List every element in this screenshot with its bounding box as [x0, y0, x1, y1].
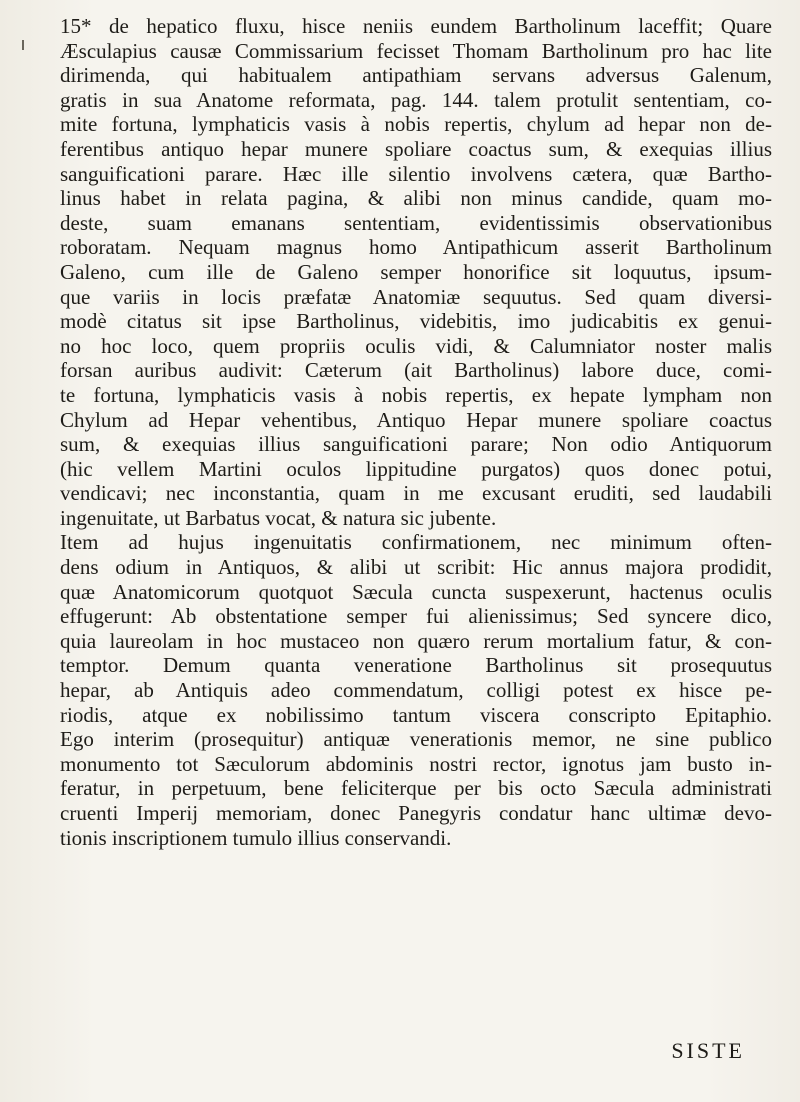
text-line: que variis in locis præfatæ Anatomiæ sequutus. Sed quam diversi- — [60, 284, 772, 309]
text-line: quæ Anatomicorum quotquot Sæcula cuncta suspexerunt, hactenus oculis — [60, 579, 772, 604]
text-line: Item ad hujus ingenuitatis confirmationem, nec minimum often- — [60, 530, 772, 555]
text-line: 15* de hepatico fluxu, hisce neniis eundem Bartholinum laceffit; Quare — [60, 14, 772, 38]
text-line: modè citatus sit ipse Bartholinus, videbitis, imo judicabitis ex genui- — [60, 309, 772, 334]
page-edge-mark — [22, 40, 30, 50]
text-line: mite fortuna, lymphaticis vasis à nobis repertis, chylum ad hepar non de- — [60, 112, 772, 137]
text-line: temptor. Demum quanta veneratione Bartholinus sit prosequutus — [60, 653, 772, 678]
text-line: hepar, ab Antiquis adeo commendatum, colligi potest ex hisce pe- — [60, 678, 772, 703]
text-line: vendicavi; nec inconstantia, quam in me excusant eruditi, sed laudabili — [60, 481, 772, 506]
text-line: riodis, atque ex nobilissimo tantum viscera conscripto Epitaphio. — [60, 702, 772, 727]
text-line: dirimenda, qui habitualem antipathiam servans adversus Galenum, — [60, 63, 772, 88]
text-line: tionis inscriptionem tumulo illius conservandi. — [60, 825, 452, 850]
body-text — [60, 14, 772, 850]
text-line: sum, & exequias illius sanguificationi parare; Non odio Antiquorum — [60, 432, 772, 457]
text-line: linus habet in relata pagina, & alibi non minus candide, quam mo- — [60, 186, 772, 211]
text-line: forsan auribus audivit: Cæterum (ait Bartholinus) labore duce, comi- — [60, 358, 772, 383]
text-line: te fortuna, lymphaticis vasis à nobis repertis, ex hepate lympham non — [60, 382, 772, 407]
catchword: SISTE — [671, 1038, 745, 1063]
text-line: ferentibus antiquo hepar munere spoliare coactus sum, & exequias illius — [60, 136, 772, 161]
text-line: Ego interim (prosequitur) antiquæ venerationis memor, ne sine publico — [60, 727, 772, 752]
text-line: cruenti Imperij memoriam, donec Panegyris condatur hanc ultimæ devo- — [60, 801, 772, 825]
text-line: quia laureolam in hoc mustaceo non quæro rerum mortalium fatur, & con- — [60, 628, 772, 653]
text-line: Chylum ad Hepar vehentibus, Antiquo Hepar munere spoliare coactus — [60, 407, 772, 432]
text-line: deste, suam emanans sententiam, evidentissimis observationibus — [60, 210, 772, 235]
text-line: gratis in sua Anatome reformata, pag. 144. talem protulit sententiam, co- — [60, 87, 772, 112]
text-line: no hoc loco, quem propriis oculis vidi, & Calumniator noster malis — [60, 333, 772, 358]
text-line: dens odium in Antiquos, & alibi ut scribit: Hic annus majora prodidit, — [60, 555, 772, 580]
text-line: sanguificationi parare. Hæc ille silentio involvens cætera, quæ Bartho- — [60, 161, 772, 186]
text-line: Æsculapius causæ Commissarium fecisset Thomam Bartholinum pro hac lite — [60, 38, 772, 63]
text-line: (hic vellem Martini oculos lippitudine purgatos) quos donec potui, — [60, 456, 772, 481]
text-line: monumento tot Sæculorum abdominis nostri rector, ignotus jam busto in- — [60, 751, 772, 776]
text-line: effugerunt: Ab obstentatione semper fui alienissimus; Sed syncere dico, — [60, 604, 772, 629]
text-line: Galeno, cum ille de Galeno semper honorifice sit loquutus, ipsum- — [60, 259, 772, 284]
text-line: feratur, in perpetuum, bene feliciterque per bis octo Sæcula administrati — [60, 776, 772, 801]
text-line: roboratam. Nequam magnus homo Antipathicum asserit Bartholinum — [60, 235, 772, 260]
text-line: ingenuitate, ut Barbatus vocat, & natura sic jubente. — [60, 505, 497, 530]
